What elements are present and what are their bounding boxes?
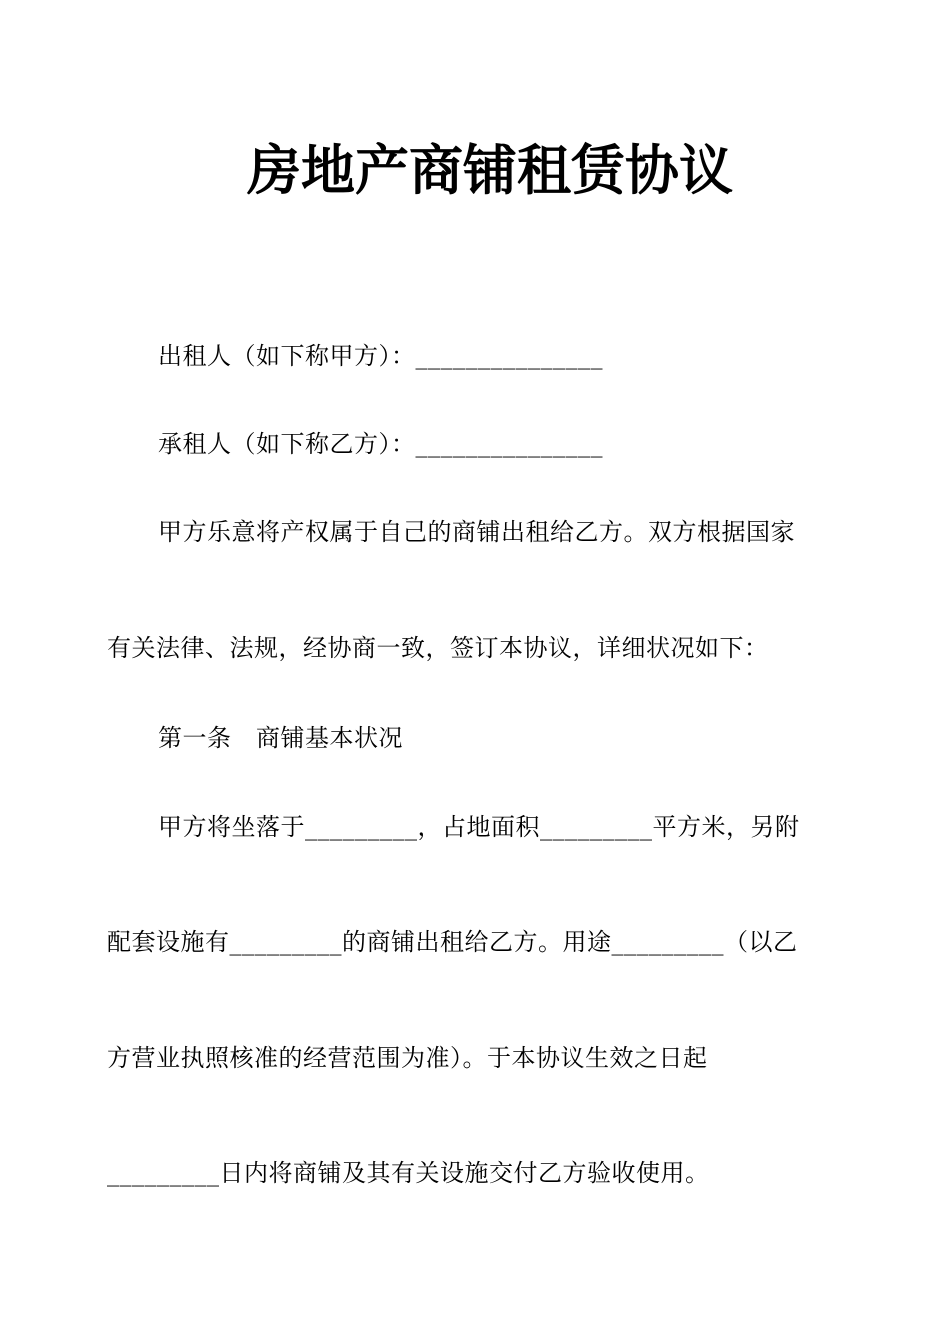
article-1-line-4: _________日内将商铺及其有关设施交付乙方验收使用。 xyxy=(107,1159,710,1187)
article-1-line-2: 配套设施有_________的商铺出租给乙方。用途_________（以乙 xyxy=(107,928,798,956)
intro-paragraph-line-1: 甲方乐意将产权属于自己的商铺出租给乙方。双方根据国家 xyxy=(158,518,795,546)
lessor-line: 出租人（如下称甲方）：_______________ xyxy=(158,342,603,370)
article-1-line-1: 甲方将坐落于_________，占地面积_________平方米，另附 xyxy=(158,813,800,841)
intro-paragraph-line-2: 有关法律、法规，经协商一致，签订本协议，详细状况如下： xyxy=(107,634,769,662)
document-title: 房地产商铺租赁协议 xyxy=(247,139,733,202)
article-1-line-3: 方营业执照核准的经营范围为准）。于本协议生效之日起 xyxy=(107,1044,708,1072)
article-1-heading: 第一条 商铺基本状况 xyxy=(158,724,403,752)
lessee-line: 承租人（如下称乙方）：_______________ xyxy=(158,430,603,458)
